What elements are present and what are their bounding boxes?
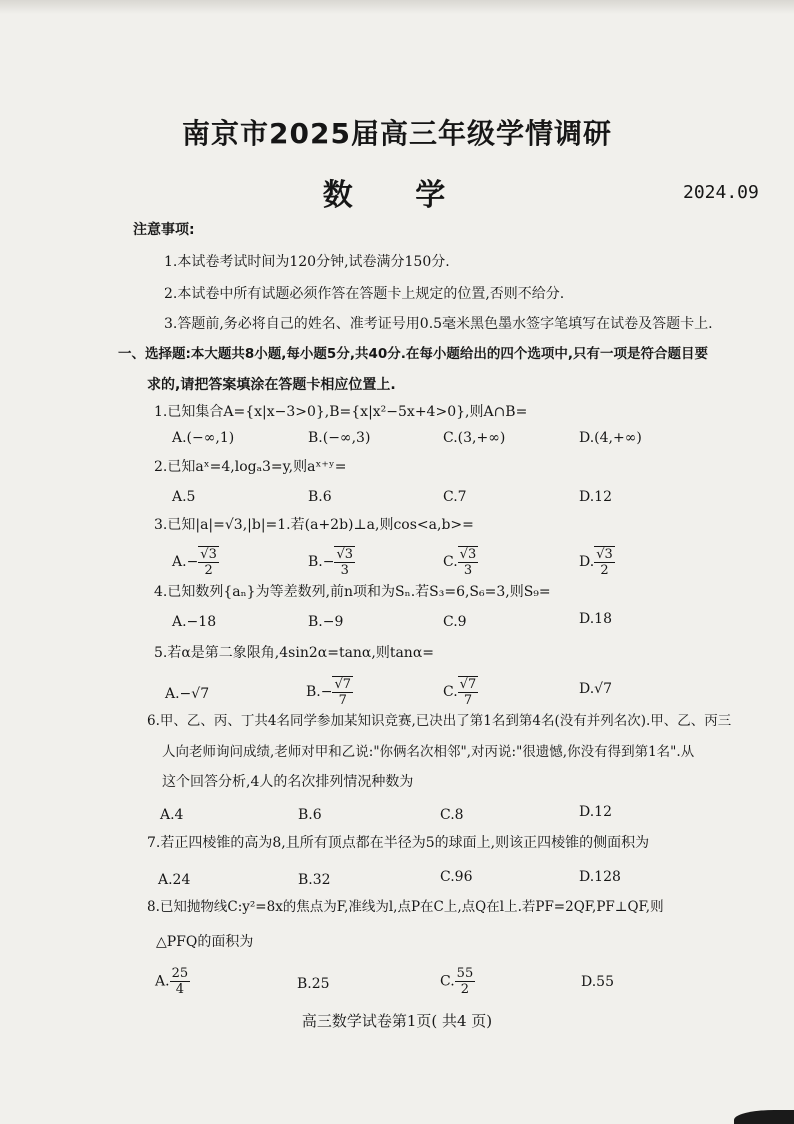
notice-heading: 注意事项: (133, 222, 195, 238)
q2-option-b: B.6 (308, 489, 332, 505)
notice-item: 2.本试卷中所有试题必须作答在答题卡上规定的位置,否则不给分. (164, 286, 565, 302)
q5-option-a: A.−√7 (165, 686, 210, 702)
q2-option-c: C.7 (443, 489, 467, 505)
exam-date: 2024.09 (683, 182, 759, 203)
q6-option-b: B.6 (298, 807, 322, 823)
question-8-line: 8.已知抛物线C:y²=8x的焦点为F,准线为l,点P在C上,点Q在l上.若PF=2QF,PF⊥QF,则 (147, 899, 664, 915)
question-5-stem: 5.若α是第二象限角,4sin2α=tanα,则tanα= (154, 645, 435, 661)
scan-corner-shadow (734, 1110, 794, 1124)
question-1-stem: 1.已知集合A={x|x−3>0},B={x|x²−5x+4>0},则A∩B= (154, 404, 528, 420)
question-3-stem: 3.已知|a|=√3,|b|=1.若(a+2b)⊥a,则cos<a,b>= (154, 517, 474, 533)
q3-option-b: B.− $\frac{√3}{3}$ (308, 547, 354, 578)
q8-option-c: C. $\frac{55}{2}$ (440, 966, 474, 997)
q7-option-c: C.96 (440, 869, 473, 885)
q4-option-d: D.18 (579, 611, 612, 627)
notice-item: 3.答题前,务必将自己的姓名、准考证号用0.5毫米黑色墨水签字笔填写在试卷及答题卡上. (164, 316, 713, 332)
q7-option-a: A.24 (158, 872, 191, 888)
q2-option-a: A.5 (172, 489, 196, 505)
section-heading-cont: 求的,请把答案填涂在答题卡相应位置上. (147, 377, 396, 393)
q1-option-d: D.(4,+∞) (579, 430, 642, 446)
section-heading: 一、选择题:本大题共8小题,每小题5分,共40分.在每小题给出的四个选项中,只有一项是符合题目要 (118, 346, 708, 362)
question-8-line: △PFQ的面积为 (156, 934, 254, 950)
q5-option-b: B.− $\frac{√7}{7}$ (306, 677, 352, 708)
question-7-stem: 7.若正四棱锥的高为8,且所有顶点都在半径为5的球面上,则该正四棱锥的侧面积为 (147, 835, 650, 851)
q4-option-c: C.9 (443, 614, 467, 630)
q4-option-b: B.−9 (308, 614, 344, 630)
page-footer: 高三数学试卷第1页( 共4 页) (301, 1012, 493, 1030)
q3-option-a: A.− $\frac{√3}{2}$ (172, 547, 217, 578)
question-6-line: 这个回答分析,4人的名次排列情况种数为 (162, 774, 414, 790)
scan-top-edge (0, 0, 794, 14)
q5-option-c: C. $\frac{√7}{7}$ (443, 677, 477, 708)
q2-option-d: D.12 (579, 489, 612, 505)
q6-option-c: C.8 (440, 807, 464, 823)
q3-option-d: D. $\frac{√3}{2}$ (579, 547, 613, 578)
q7-option-d: D.128 (579, 869, 621, 885)
exam-title: 南京市2025届高三年级学情调研 (182, 117, 612, 150)
q6-option-d: D.12 (579, 804, 612, 820)
q8-option-b: B.25 (297, 976, 330, 992)
q3-option-c: C. $\frac{√3}{3}$ (443, 547, 477, 578)
q1-option-a: A.(−∞,1) (172, 430, 235, 446)
subject-title: 数 学 (322, 178, 472, 213)
question-4-stem: 4.已知数列{aₙ}为等差数列,前n项和为Sₙ.若S₃=6,S₆=3,则S₉= (154, 584, 551, 600)
q8-option-a: A. $\frac{25}{4}$ (155, 966, 189, 997)
question-6-line: 人向老师询问成绩,老师对甲和乙说:"你俩名次相邻",对丙说:"很遗憾,你没有得到第1名".从 (162, 744, 695, 760)
q8-option-d: D.55 (581, 974, 614, 990)
q6-option-a: A.4 (160, 807, 184, 823)
question-6-line: 6.甲、乙、丙、丁共4名同学参加某知识竞赛,已决出了第1名到第4名(没有并列名次).甲、乙、丙三 (147, 713, 732, 729)
question-2-stem: 2.已知aˣ=4,logₐ3=y,则aˣ⁺ʸ= (154, 459, 347, 475)
q1-option-b: B.(−∞,3) (308, 430, 371, 446)
q1-option-c: C.(3,+∞) (443, 430, 506, 446)
notice-item: 1.本试卷考试时间为120分钟,试卷满分150分. (164, 254, 450, 270)
q5-option-d: D.√7 (579, 681, 613, 697)
q4-option-a: A.−18 (172, 614, 217, 630)
q7-option-b: B.32 (298, 872, 331, 888)
